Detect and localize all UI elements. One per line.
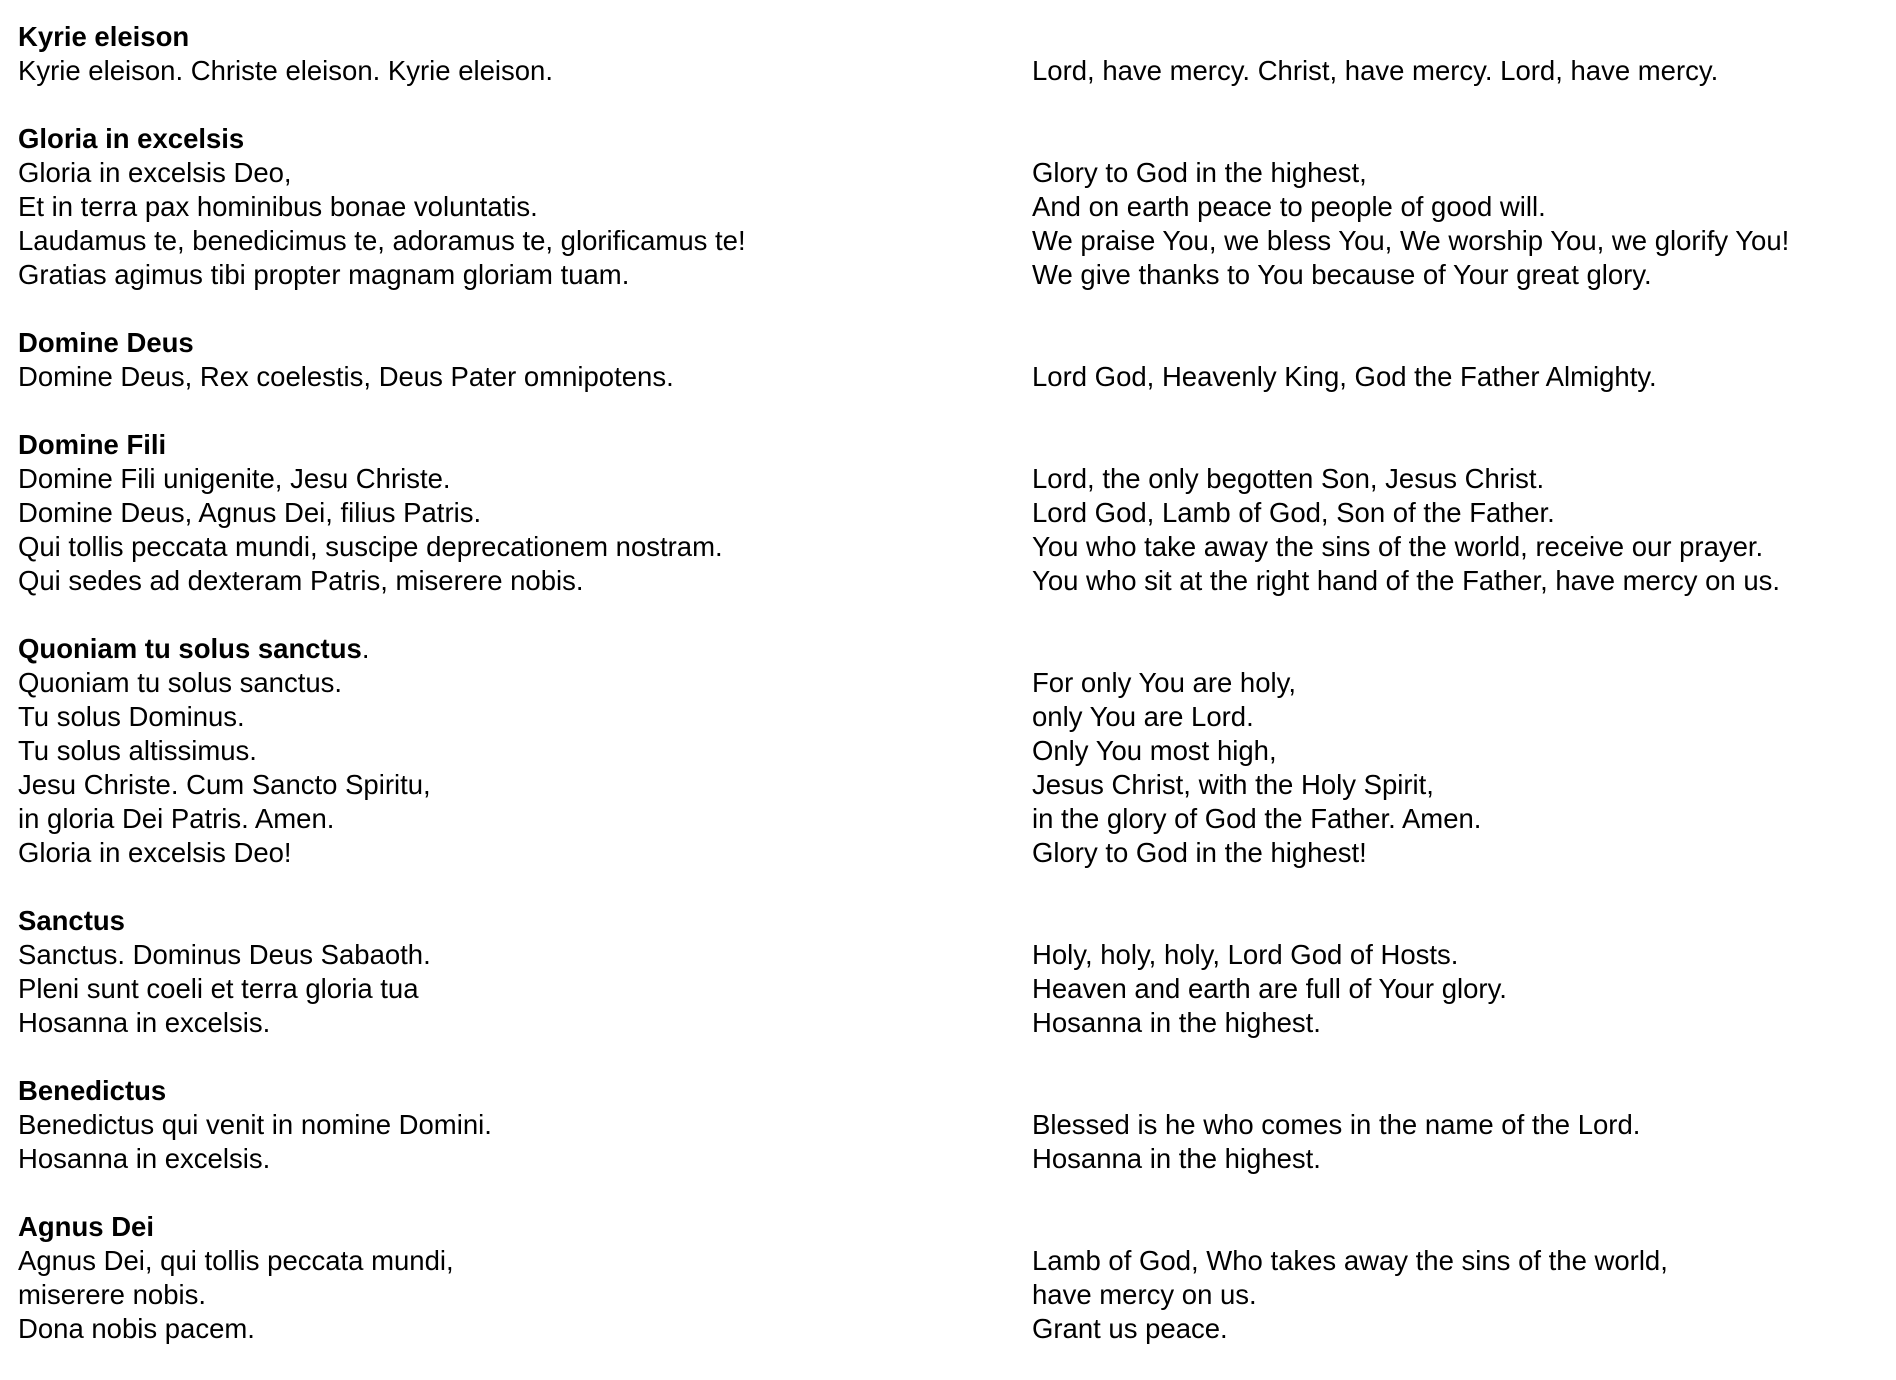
- section-title: Quoniam tu solus sanctus: [18, 633, 362, 664]
- latin-line: Pleni sunt coeli et terra gloria tua: [18, 973, 419, 1004]
- latin-line: Laudamus te, benedicimus te, adoramus te, glorificamus te!: [18, 225, 746, 256]
- section: [18, 428, 1878, 598]
- latin-line: Gratias agimus tibi propter magnam gloriam tuam.: [18, 259, 630, 290]
- text-row: [18, 156, 1878, 190]
- english-line: Jesus Christ, with the Holy Spirit,: [1032, 769, 1434, 800]
- text-row: [18, 530, 1878, 564]
- english-line: Heaven and earth are full of Your glory.: [1032, 973, 1507, 1004]
- mass-text-document: [18, 20, 1878, 1380]
- section-heading: [18, 632, 1878, 666]
- section: [18, 326, 1878, 394]
- section-title: Agnus Dei: [18, 1211, 154, 1242]
- english-line: We give thanks to You because of Your great glory.: [1032, 259, 1652, 290]
- english-line: Hosanna in the highest.: [1032, 1143, 1321, 1174]
- latin-line: Domine Fili unigenite, Jesu Christe.: [18, 463, 451, 494]
- latin-line: in gloria Dei Patris. Amen.: [18, 803, 335, 834]
- latin-line: Dona nobis pacem.: [18, 1313, 255, 1344]
- section-title: Benedictus: [18, 1075, 167, 1106]
- text-rows: [18, 666, 1878, 870]
- text-row: [18, 972, 1878, 1006]
- text-row: [18, 700, 1878, 734]
- text-row: [18, 360, 1878, 394]
- english-line: And on earth peace to people of good will.: [1032, 191, 1546, 222]
- text-row: [18, 564, 1878, 598]
- text-row: [18, 836, 1878, 870]
- english-line: Grant us peace.: [1032, 1313, 1228, 1344]
- text-row: [18, 938, 1878, 972]
- section: [18, 904, 1878, 1040]
- section-heading: [18, 1074, 1878, 1108]
- latin-line: miserere nobis.: [18, 1279, 206, 1310]
- latin-line: Domine Deus, Agnus Dei, filius Patris.: [18, 497, 482, 528]
- section-heading: [18, 20, 1878, 54]
- english-line: You who sit at the right hand of the Father, have mercy on us.: [1032, 565, 1781, 596]
- english-line: Holy, holy, holy, Lord God of Hosts.: [1032, 939, 1459, 970]
- english-line: For only You are holy,: [1032, 667, 1296, 698]
- text-rows: [18, 938, 1878, 1040]
- text-row: [18, 190, 1878, 224]
- section-title-trail: .: [361, 633, 370, 664]
- latin-line: Tu solus Dominus.: [18, 701, 245, 732]
- text-rows: [18, 360, 1878, 394]
- english-line: have mercy on us.: [1032, 1279, 1257, 1310]
- english-line: in the glory of God the Father. Amen.: [1032, 803, 1482, 834]
- section-heading: [18, 428, 1878, 462]
- section: [18, 20, 1878, 88]
- section: [18, 122, 1878, 292]
- text-row: [18, 734, 1878, 768]
- text-row: [18, 224, 1878, 258]
- text-row: [18, 462, 1878, 496]
- latin-line: Quoniam tu solus sanctus.: [18, 667, 343, 698]
- english-line: Hosanna in the highest.: [1032, 1007, 1321, 1038]
- section-heading: [18, 122, 1878, 156]
- english-line: only You are Lord.: [1032, 701, 1254, 732]
- english-line: Lord God, Lamb of God, Son of the Father.: [1032, 497, 1555, 528]
- latin-line: Et in terra pax hominibus bonae voluntatis.: [18, 191, 538, 222]
- text-row: [18, 768, 1878, 802]
- text-row: [18, 1006, 1878, 1040]
- latin-line: Sanctus. Dominus Deus Sabaoth.: [18, 939, 431, 970]
- section-title: Sanctus: [18, 905, 125, 936]
- section-title: Gloria in excelsis: [18, 123, 245, 154]
- text-row: [18, 1142, 1878, 1176]
- latin-line: Gloria in excelsis Deo!: [18, 837, 292, 868]
- latin-line: Qui tollis peccata mundi, suscipe deprecationem nostram.: [18, 531, 723, 562]
- english-line: You who take away the sins of the world, receive our prayer.: [1032, 531, 1764, 562]
- text-row: [18, 496, 1878, 530]
- english-line: We praise You, we bless You, We worship You, we glorify You!: [1032, 225, 1790, 256]
- section: [18, 1074, 1878, 1176]
- section-title: Domine Fili: [18, 429, 167, 460]
- english-line: Lord, have mercy. Christ, have mercy. Lord, have mercy.: [1032, 55, 1719, 86]
- latin-line: Domine Deus, Rex coelestis, Deus Pater omnipotens.: [18, 361, 674, 392]
- english-line: Blessed is he who comes in the name of the Lord.: [1032, 1109, 1641, 1140]
- text-rows: [18, 1244, 1878, 1346]
- english-line: Glory to God in the highest!: [1032, 837, 1367, 868]
- text-row: [18, 1108, 1878, 1142]
- section-title: Domine Deus: [18, 327, 194, 358]
- latin-line: Gloria in excelsis Deo,: [18, 157, 292, 188]
- english-line: Glory to God in the highest,: [1032, 157, 1367, 188]
- text-row: [18, 666, 1878, 700]
- text-row: [18, 1278, 1878, 1312]
- english-line: Only You most high,: [1032, 735, 1277, 766]
- english-line: Lord, the only begotten Son, Jesus Christ.: [1032, 463, 1545, 494]
- section: [18, 1210, 1878, 1346]
- latin-line: Benedictus qui venit in nomine Domini.: [18, 1109, 492, 1140]
- latin-line: Kyrie eleison. Christe eleison. Kyrie eleison.: [18, 55, 553, 86]
- english-line: Lord God, Heavenly King, God the Father Almighty.: [1032, 361, 1657, 392]
- latin-line: Jesu Christe. Cum Sancto Spiritu,: [18, 769, 431, 800]
- text-rows: [18, 462, 1878, 598]
- english-line: Lamb of God, Who takes away the sins of the world,: [1032, 1245, 1668, 1276]
- section-heading: [18, 904, 1878, 938]
- text-row: [18, 1312, 1878, 1346]
- section-heading: [18, 326, 1878, 360]
- text-row: [18, 802, 1878, 836]
- text-row: [18, 54, 1878, 88]
- text-row: [18, 258, 1878, 292]
- text-rows: [18, 156, 1878, 292]
- latin-line: Agnus Dei, qui tollis peccata mundi,: [18, 1245, 454, 1276]
- latin-line: Hosanna in excelsis.: [18, 1143, 271, 1174]
- latin-line: Hosanna in excelsis.: [18, 1007, 271, 1038]
- section: [18, 632, 1878, 870]
- latin-line: Tu solus altissimus.: [18, 735, 257, 766]
- latin-line: Qui sedes ad dexteram Patris, miserere nobis.: [18, 565, 584, 596]
- section-heading: [18, 1210, 1878, 1244]
- text-rows: [18, 54, 1878, 88]
- section-title: Kyrie eleison: [18, 21, 190, 52]
- text-rows: [18, 1108, 1878, 1176]
- text-row: [18, 1244, 1878, 1278]
